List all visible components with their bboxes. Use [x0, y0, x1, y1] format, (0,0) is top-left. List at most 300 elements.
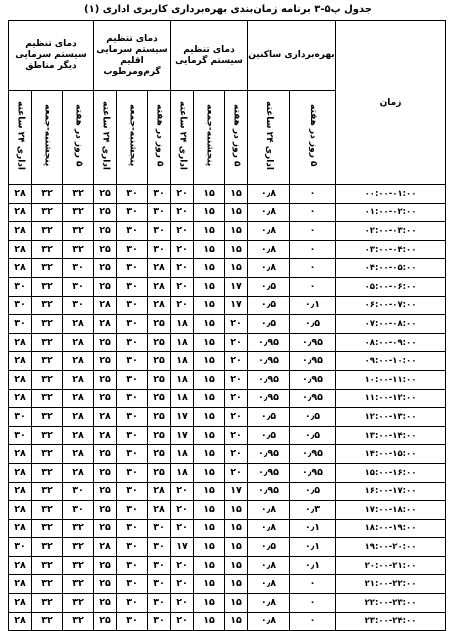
table-cell: ۰٫۵	[248, 408, 290, 427]
table-cell: ۳۰	[117, 203, 148, 222]
table-cell: ۳۰	[148, 612, 171, 631]
table-row	[9, 240, 446, 259]
table-cell: ۲۵	[94, 594, 117, 613]
table-cell: ۲۸	[63, 389, 94, 408]
table-cell: ۱۵	[194, 463, 225, 482]
table-cell: ۱۵	[194, 240, 225, 259]
table-cell: ۲۰	[225, 352, 248, 371]
time-cell: ۰۱:۰۰-۰۲:۰۰	[336, 203, 446, 222]
table-cell: ۱۵	[194, 426, 225, 445]
table-cell: ۰٫۸	[248, 575, 290, 594]
table-cell: ۳۰	[63, 259, 94, 278]
table-cell: ۰٫۸	[248, 519, 290, 538]
table-cell: ۰٫۸	[248, 259, 290, 278]
table-cell: ۳۲	[32, 445, 63, 464]
table-cell: ۲۰	[171, 259, 194, 278]
table-cell: ۲۵	[94, 612, 117, 631]
time-cell: ۱۸:۰۰-۱۹:۰۰	[336, 519, 446, 538]
table-cell: ۰٫۵	[290, 482, 336, 501]
table-cell: ۱۷	[171, 408, 194, 427]
schedule-table	[8, 20, 446, 631]
table-cell: ۰٫۵	[248, 296, 290, 315]
table-cell: ۲۸	[94, 538, 117, 557]
table-cell: ۳۲	[32, 259, 63, 278]
table-cell: ۱۵	[194, 185, 225, 204]
table-cell: ۳۰	[117, 315, 148, 334]
table-row	[9, 222, 446, 241]
table-cell: ۲۵	[94, 445, 117, 464]
table-cell: ۳۰	[117, 445, 148, 464]
time-column-header: زمان	[336, 21, 446, 185]
table-cell: ۲۰	[225, 408, 248, 427]
time-cell: ۱۷:۰۰-۱۸:۰۰	[336, 501, 446, 520]
table-cell: ۱۷	[171, 426, 194, 445]
table-cell: ۲۸	[9, 612, 32, 631]
time-cell: ۲۳:۰۰-۲۴:۰۰	[336, 612, 446, 631]
table-cell: ۱۸	[171, 352, 194, 371]
time-cell: ۰۹:۰۰-۱۰:۰۰	[336, 352, 446, 371]
table-cell: ۳۲	[32, 463, 63, 482]
table-cell: ۲۰	[171, 277, 194, 296]
table-cell: ۳۲	[32, 519, 63, 538]
table-row	[9, 333, 446, 352]
table-cell: ۳۰	[9, 538, 32, 557]
table-cell: ۱۵	[194, 333, 225, 352]
table-cell: ۲۰	[171, 556, 194, 575]
time-cell: ۰۷:۰۰-۰۸:۰۰	[336, 315, 446, 334]
table-cell: ۳۲	[32, 408, 63, 427]
time-cell: ۰۶:۰۰-۰۷:۰۰	[336, 296, 446, 315]
time-cell: ۰۰:۰۰-۰۱:۰۰	[336, 185, 446, 204]
table-cell: ۰	[290, 259, 336, 278]
table-cell: ۳۰	[148, 538, 171, 557]
table-cell: ۳۲	[63, 185, 94, 204]
table-cell: ۰٫۸	[248, 556, 290, 575]
table-cell: ۲۸	[148, 296, 171, 315]
table-cell: ۳۲	[32, 426, 63, 445]
subheader-cooling-humid-24h: اداری ۲۴ ساعته	[94, 91, 117, 185]
table-cell: ۳۰	[9, 296, 32, 315]
table-cell: ۳۰	[148, 556, 171, 575]
table-cell: ۰	[290, 185, 336, 204]
table-cell: ۳۲	[32, 556, 63, 575]
table-cell: ۰٫۵	[248, 426, 290, 445]
table-cell: ۲۸	[148, 277, 171, 296]
table-cell: ۳۰	[117, 333, 148, 352]
table-cell: ۱۵	[225, 594, 248, 613]
table-cell: ۱۸	[171, 333, 194, 352]
table-cell: ۰	[290, 203, 336, 222]
table-cell: ۱۵	[194, 222, 225, 241]
table-cell: ۲۸	[63, 370, 94, 389]
table-cell: ۲۸	[9, 445, 32, 464]
time-cell: ۰۳:۰۰-۰۴:۰۰	[336, 240, 446, 259]
table-body	[9, 185, 446, 631]
table-cell: ۰	[290, 575, 336, 594]
table-cell: ۲۵	[148, 445, 171, 464]
table-cell: ۲۵	[148, 315, 171, 334]
table-cell: ۳۲	[32, 296, 63, 315]
table-cell: ۲۵	[148, 426, 171, 445]
time-cell: ۲۰:۰۰-۲۱:۰۰	[336, 556, 446, 575]
time-cell: ۰۲:۰۰-۰۳:۰۰	[336, 222, 446, 241]
table-cell: ۱۸	[171, 463, 194, 482]
table-cell: ۲۸	[63, 352, 94, 371]
table-cell: ۰٫۵	[290, 315, 336, 334]
table-cell: ۳۰	[9, 315, 32, 334]
table-cell: ۳۰	[63, 277, 94, 296]
table-cell: ۳۲	[32, 352, 63, 371]
table-cell: ۲۰	[225, 370, 248, 389]
table-cell: ۳۰	[117, 556, 148, 575]
table-cell: ۲۸	[63, 426, 94, 445]
table-cell: ۲۵	[94, 277, 117, 296]
table-cell: ۱۵	[194, 482, 225, 501]
table-cell: ۳۰	[148, 185, 171, 204]
table-cell: ۱۵	[225, 519, 248, 538]
table-cell: ۲۰	[171, 612, 194, 631]
time-cell: ۱۵:۰۰-۱۶:۰۰	[336, 463, 446, 482]
subheader-cooling-other-weekend: پنجشنبه-جمعه	[32, 91, 63, 185]
table-cell: ۰٫۸	[248, 240, 290, 259]
table-row	[9, 259, 446, 278]
table-cell: ۲۸	[9, 463, 32, 482]
table-cell: ۰	[290, 240, 336, 259]
subheader-heating-5day: ۵ روز در هفته	[225, 91, 248, 185]
table-cell: ۲۵	[94, 333, 117, 352]
table-cell: ۲۰	[171, 240, 194, 259]
table-cell: ۲۸	[148, 501, 171, 520]
table-cell: ۲۰	[171, 501, 194, 520]
table-cell: ۰٫۱	[290, 556, 336, 575]
time-cell: ۱۹:۰۰-۲۰:۰۰	[336, 538, 446, 557]
table-row	[9, 203, 446, 222]
table-cell: ۲۵	[94, 370, 117, 389]
table-cell: ۲۵	[94, 482, 117, 501]
table-cell: ۱۷	[225, 277, 248, 296]
table-cell: ۱۵	[225, 538, 248, 557]
table-cell: ۲۸	[9, 352, 32, 371]
table-cell: ۲۸	[63, 463, 94, 482]
table-cell: ۱۸	[171, 389, 194, 408]
table-cell: ۲۸	[9, 501, 32, 520]
table-cell: ۲۸	[9, 519, 32, 538]
table-cell: ۲۸	[9, 259, 32, 278]
table-cell: ۲۸	[9, 575, 32, 594]
table-cell: ۳۰	[63, 482, 94, 501]
table-row	[9, 556, 446, 575]
table-cell: ۱۵	[194, 445, 225, 464]
time-cell: ۱۱:۰۰-۱۲:۰۰	[336, 389, 446, 408]
time-cell: ۲۲:۰۰-۲۳:۰۰	[336, 594, 446, 613]
table-cell: ۱۵	[194, 408, 225, 427]
group-header-occupancy: بهره‌برداری ساکنین	[248, 21, 336, 91]
subheader-occupancy-24h: اداری ۲۴ ساعته	[248, 91, 290, 185]
time-cell: ۱۲:۰۰-۱۳:۰۰	[336, 408, 446, 427]
table-cell: ۳۲	[63, 519, 94, 538]
table-cell: ۱۵	[225, 203, 248, 222]
table-cell: ۰	[290, 612, 336, 631]
table-cell: ۱۵	[194, 259, 225, 278]
table-row	[9, 612, 446, 631]
table-cell: ۳۲	[32, 185, 63, 204]
table-cell: ۲۰	[171, 575, 194, 594]
table-cell: ۰	[290, 222, 336, 241]
table-cell: ۱۸	[171, 315, 194, 334]
table-cell: ۰٫۹۵	[248, 445, 290, 464]
table-cell: ۳۲	[32, 203, 63, 222]
table-cell: ۳۲	[32, 222, 63, 241]
table-cell: ۳۰	[117, 463, 148, 482]
table-cell: ۲۰	[225, 426, 248, 445]
group-header-cooling-humid: دمای تنظیم سیستم سرمایی اقلیم گرم‌ومرطوب	[94, 21, 171, 91]
table-cell: ۳۰	[148, 222, 171, 241]
group-header-heating: دمای تنظیم سیستم گرمایی	[171, 21, 248, 91]
time-cell: ۱۶:۰۰-۱۷:۰۰	[336, 482, 446, 501]
table-cell: ۳۲	[32, 612, 63, 631]
table-row	[9, 315, 446, 334]
table-cell: ۲۸	[63, 408, 94, 427]
table-cell: ۲۸	[9, 389, 32, 408]
table-row	[9, 408, 446, 427]
table-row	[9, 185, 446, 204]
table-cell: ۱۵	[194, 315, 225, 334]
subheader-cooling-humid-weekend: پنجشنبه-جمعه	[117, 91, 148, 185]
table-cell: ۳۲	[63, 556, 94, 575]
table-cell: ۳۲	[32, 389, 63, 408]
table-cell: ۲۰	[171, 519, 194, 538]
table-cell: ۰٫۹۵	[290, 389, 336, 408]
table-cell: ۲۵	[94, 352, 117, 371]
table-cell: ۳۲	[32, 333, 63, 352]
table-cell: ۳۰	[148, 240, 171, 259]
table-row	[9, 389, 446, 408]
table-cell: ۱۵	[225, 612, 248, 631]
table-cell: ۲۵	[94, 259, 117, 278]
table-cell: ۳۲	[63, 240, 94, 259]
table-row	[9, 445, 446, 464]
table-cell: ۳۰	[148, 575, 171, 594]
table-cell: ۳۰	[117, 240, 148, 259]
table-cell: ۳۰	[9, 426, 32, 445]
table-cell: ۳۲	[63, 612, 94, 631]
table-cell: ۳۲	[63, 575, 94, 594]
table-cell: ۳۰	[117, 277, 148, 296]
table-cell: ۱۵	[225, 556, 248, 575]
table-row	[9, 594, 446, 613]
table-cell: ۰٫۹۵	[290, 445, 336, 464]
table-cell: ۱۵	[225, 501, 248, 520]
table-cell: ۰	[290, 594, 336, 613]
table-cell: ۲۸	[94, 315, 117, 334]
table-cell: ۰٫۸	[248, 594, 290, 613]
table-cell: ۱۵	[194, 575, 225, 594]
time-cell: ۰۵:۰۰-۰۶:۰۰	[336, 277, 446, 296]
table-cell: ۳۰	[117, 575, 148, 594]
table-cell: ۱۵	[194, 519, 225, 538]
table-cell: ۳۰	[117, 594, 148, 613]
table-cell: ۳۲	[32, 370, 63, 389]
table-cell: ۰٫۹۵	[248, 370, 290, 389]
table-cell: ۲۸	[9, 222, 32, 241]
table-cell: ۳۰	[148, 519, 171, 538]
table-cell: ۱۸	[171, 445, 194, 464]
table-cell: ۰٫۹۵	[248, 333, 290, 352]
table-cell: ۰٫۳	[290, 501, 336, 520]
subheader-cooling-other-5day: ۵ روز در هفته	[63, 91, 94, 185]
table-cell: ۰٫۱	[290, 296, 336, 315]
table-cell: ۲۵	[148, 389, 171, 408]
table-cell: ۳۰	[117, 259, 148, 278]
table-cell: ۱۵	[225, 259, 248, 278]
table-cell: ۱۵	[225, 222, 248, 241]
table-cell: ۳۲	[63, 222, 94, 241]
time-cell: ۰۸:۰۰-۰۹:۰۰	[336, 333, 446, 352]
table-cell: ۳۰	[148, 594, 171, 613]
table-cell: ۲۸	[9, 240, 32, 259]
table-cell: ۳۲	[32, 240, 63, 259]
table-cell: ۰٫۹۵	[290, 333, 336, 352]
table-cell: ۳۲	[32, 538, 63, 557]
table-cell: ۱۵	[194, 538, 225, 557]
table-cell: ۲۵	[94, 203, 117, 222]
table-cell: ۰٫۵	[290, 426, 336, 445]
table-cell: ۲۸	[63, 445, 94, 464]
time-cell: ۱۳:۰۰-۱۴:۰۰	[336, 426, 446, 445]
table-cell: ۲۸	[9, 185, 32, 204]
table-cell: ۳۰	[117, 296, 148, 315]
table-title: جدول پ۵-۳ برنامه زمان‌بندی بهره‌برداری کاربری اداری (۱)	[84, 4, 372, 15]
table-cell: ۰٫۱	[290, 519, 336, 538]
table-cell: ۲۸	[9, 482, 32, 501]
table-cell: ۲۵	[94, 389, 117, 408]
table-cell: ۱۸	[171, 370, 194, 389]
table-row	[9, 426, 446, 445]
table-cell: ۳۲	[63, 594, 94, 613]
table-cell: ۱۵	[194, 556, 225, 575]
table-row	[9, 463, 446, 482]
table-cell: ۲۸	[94, 408, 117, 427]
table-cell: ۲۵	[94, 575, 117, 594]
table-cell: ۲۸	[9, 333, 32, 352]
table-cell: ۲۵	[94, 463, 117, 482]
table-cell: ۰٫۹۵	[290, 463, 336, 482]
table-cell: ۳۲	[63, 203, 94, 222]
table-cell: ۳۰	[117, 519, 148, 538]
table-cell: ۳۲	[32, 594, 63, 613]
table-cell: ۲۰	[225, 463, 248, 482]
table-cell: ۲۵	[148, 352, 171, 371]
table-cell: ۲۵	[94, 185, 117, 204]
table-cell: ۳۲	[32, 277, 63, 296]
subheader-heating-24h: اداری ۲۴ ساعته	[171, 91, 194, 185]
table-row	[9, 538, 446, 557]
table-cell: ۲۵	[148, 370, 171, 389]
table-cell: ۰٫۹۵	[290, 370, 336, 389]
table-cell: ۲۰	[171, 594, 194, 613]
table-cell: ۳۰	[117, 612, 148, 631]
table-cell: ۳۲	[32, 482, 63, 501]
table-cell: ۰٫۸	[248, 203, 290, 222]
time-cell: ۱۰:۰۰-۱۱:۰۰	[336, 370, 446, 389]
time-cell: ۰۴:۰۰-۰۵:۰۰	[336, 259, 446, 278]
table-cell: ۱۵	[194, 594, 225, 613]
table-cell: ۰٫۸	[248, 222, 290, 241]
table-cell: ۳۰	[148, 203, 171, 222]
table-row	[9, 296, 446, 315]
table-cell: ۳۰	[117, 538, 148, 557]
table-cell: ۳۰	[117, 222, 148, 241]
table-cell: ۰٫۹۵	[248, 482, 290, 501]
time-cell: ۱۴:۰۰-۱۵:۰۰	[336, 445, 446, 464]
table-row	[9, 575, 446, 594]
table-cell: ۱۵	[194, 501, 225, 520]
table-cell: ۲۵	[148, 463, 171, 482]
table-cell: ۲۵	[94, 519, 117, 538]
table-cell: ۲۵	[94, 222, 117, 241]
table-cell: ۰٫۹۵	[290, 352, 336, 371]
table-cell: ۱۵	[225, 240, 248, 259]
table-row	[9, 352, 446, 371]
table-cell: ۱۷	[225, 296, 248, 315]
table-cell: ۰٫۵	[290, 408, 336, 427]
table-cell: ۳۰	[117, 426, 148, 445]
table-cell: ۰٫۵	[248, 315, 290, 334]
table-cell: ۰٫۹۵	[248, 352, 290, 371]
table-cell: ۲۸	[9, 556, 32, 575]
table-cell: ۱۵	[194, 352, 225, 371]
table-cell: ۳۲	[32, 315, 63, 334]
table-cell: ۲۵	[94, 556, 117, 575]
table-cell: ۲۰	[171, 203, 194, 222]
table-cell: ۲۰	[171, 185, 194, 204]
table-cell: ۳۲	[32, 575, 63, 594]
table-cell: ۳۰	[117, 482, 148, 501]
table-row	[9, 277, 446, 296]
table-cell: ۳۰	[9, 277, 32, 296]
table-cell: ۲۸	[9, 203, 32, 222]
table-cell: ۱۵	[194, 612, 225, 631]
table-cell: ۳۰	[117, 501, 148, 520]
table-cell: ۱۵	[194, 203, 225, 222]
table-cell: ۱۵	[225, 185, 248, 204]
table-cell: ۱۵	[194, 296, 225, 315]
table-cell: ۳۰	[117, 389, 148, 408]
table-cell: ۱۵	[194, 277, 225, 296]
table-cell: ۳۲	[32, 501, 63, 520]
table-cell: ۲۸	[148, 259, 171, 278]
table-cell: ۳۰	[117, 352, 148, 371]
table-cell: ۱۵	[194, 389, 225, 408]
table-cell: ۲۸	[94, 296, 117, 315]
table-cell: ۲۰	[225, 333, 248, 352]
table-cell: ۳۰	[9, 408, 32, 427]
table-cell: ۲۵	[94, 240, 117, 259]
table-cell: ۱۷	[171, 538, 194, 557]
table-cell: ۰٫۱	[290, 538, 336, 557]
table-cell: ۰٫۸	[248, 501, 290, 520]
table-row	[9, 519, 446, 538]
subheader-heating-weekend: پنجشنبه-جمعه	[194, 91, 225, 185]
table-row	[9, 370, 446, 389]
table-cell: ۰٫۹۵	[248, 463, 290, 482]
table-cell: ۳۰	[117, 185, 148, 204]
table-cell: ۰٫۵	[248, 277, 290, 296]
table-cell: ۲۰	[171, 222, 194, 241]
table-cell: ۰٫۸	[248, 612, 290, 631]
table-cell: ۳۰	[63, 501, 94, 520]
table-cell: ۲۸	[94, 426, 117, 445]
